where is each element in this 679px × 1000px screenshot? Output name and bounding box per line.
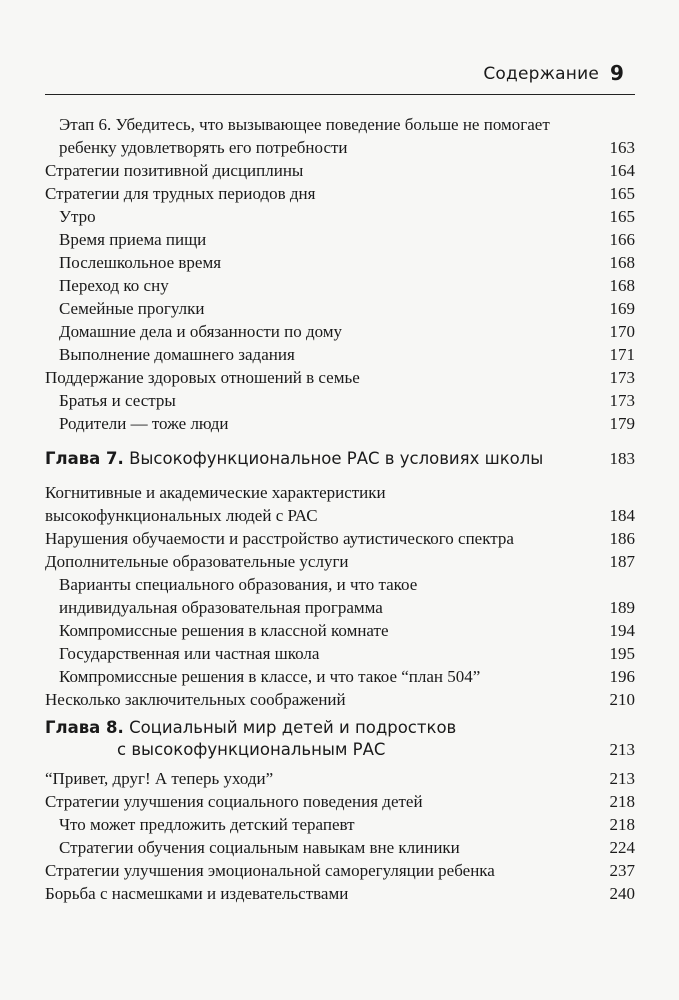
toc-entry-page: 213	[609, 769, 635, 788]
toc-entry-text: Государственная или частная школа	[59, 644, 320, 663]
toc-entry-text: Родители — тоже люди	[59, 414, 229, 433]
toc-entry-text: Стратегии улучшения социального поведения детей	[45, 792, 423, 811]
toc-entry[interactable]	[45, 790, 635, 813]
running-header-title: Содержание	[483, 64, 599, 84]
chapter-7-label: Глава 7.	[45, 449, 124, 468]
chapter-8-page: 213	[609, 740, 635, 759]
toc-entry-text: Этап 6. Убедитесь, что вызывающее поведение больше не помогает ребенку удовлетворять его потребности	[59, 115, 550, 157]
toc-entry[interactable]	[45, 412, 635, 435]
toc-block-1	[45, 113, 635, 435]
toc-entry[interactable]	[45, 182, 635, 205]
chapter-8-label: Глава 8.	[45, 718, 124, 737]
toc-entry-text: Дополнительные образовательные услуги	[45, 552, 349, 571]
chapter-8-title-line-2: с высокофункциональным РАС	[117, 740, 386, 759]
toc-entry[interactable]	[45, 320, 635, 343]
toc-entry-page: 166	[609, 230, 635, 249]
toc-entry-text: Послешкольное время	[59, 253, 222, 272]
toc-entry-page: 186	[609, 529, 635, 548]
toc-entry-page: 195	[609, 644, 635, 663]
toc-entry-page: 179	[609, 414, 635, 433]
toc-entry-text: Выполнение домашнего задания	[59, 345, 295, 364]
toc-entry-text: Стратегии позитивной дисциплины	[45, 161, 304, 180]
toc-entry-text: Стратегии улучшения эмоциональной саморегуляции ребенка	[45, 861, 495, 880]
toc-entry-page: 189	[609, 598, 635, 617]
toc-entry[interactable]	[45, 343, 635, 366]
toc-entry-page: 194	[609, 621, 635, 640]
toc-entry[interactable]	[45, 159, 635, 182]
toc-entry[interactable]	[45, 366, 635, 389]
toc-entry-text: Время приема пищи	[59, 230, 207, 249]
toc-block-3	[45, 767, 635, 905]
toc-entry-page: 173	[609, 368, 635, 387]
toc-entry[interactable]	[45, 859, 635, 882]
toc-entry-text: Стратегии обучения социальным навыкам вне клиники	[59, 838, 460, 857]
toc-entry[interactable]	[45, 251, 635, 274]
toc-entry-page: 170	[609, 322, 635, 341]
toc-entry[interactable]	[45, 619, 635, 642]
toc-entry[interactable]	[45, 297, 635, 320]
header-rule	[45, 94, 635, 95]
toc-entry-page: 196	[609, 667, 635, 686]
toc-entry-page: 173	[609, 391, 635, 410]
page-number: 9	[610, 61, 624, 85]
toc-entry-text: Компромиссные решения в классе, и что такое “план 504”	[59, 667, 481, 686]
toc-entry-text: Что может предложить детский терапевт	[59, 815, 355, 834]
chapter-7-page: 183	[609, 449, 635, 468]
toc-entry-page: 168	[609, 276, 635, 295]
toc-entry-text: Семейные прогулки	[59, 299, 205, 318]
toc-entry-text: Борьба с насмешками и издевательствами	[45, 884, 349, 903]
toc-entry[interactable]	[45, 274, 635, 297]
toc-block-2	[45, 481, 635, 711]
chapter-7-title: Высокофункциональное РАС в условиях школы	[129, 449, 544, 468]
toc-entry[interactable]	[45, 573, 635, 619]
toc-entry[interactable]	[45, 228, 635, 251]
toc-entry-text: Нарушения обучаемости и расстройство аутистического спектра	[45, 529, 514, 548]
toc-entry[interactable]	[45, 813, 635, 836]
toc-entry-text: Братья и сестры	[59, 391, 176, 410]
toc-entry-text: Переход ко сну	[59, 276, 169, 295]
toc-entry-page: 240	[609, 884, 635, 903]
toc-entry-page: 164	[609, 161, 635, 180]
toc-entry-page: 165	[609, 207, 635, 226]
toc-entry[interactable]	[45, 836, 635, 859]
toc-entry[interactable]	[45, 389, 635, 412]
toc-entry[interactable]	[45, 767, 635, 790]
toc-entry-text: Домашние дела и обязанности по дому	[59, 322, 343, 341]
toc-entry-text: Утро	[59, 207, 96, 226]
toc-entry-text: Когнитивные и академические характеристики высокофункциональных людей с РАС	[45, 483, 386, 525]
toc-entry-text: Варианты специального образования, и что такое индивидуальная образовательная программа	[59, 575, 418, 617]
toc-entry[interactable]	[45, 550, 635, 573]
toc-entry-text: Стратегии для трудных периодов дня	[45, 184, 316, 203]
toc-entry-page: 184	[609, 506, 635, 525]
toc-entry-page: 210	[609, 690, 635, 709]
toc-entry[interactable]	[45, 688, 635, 711]
toc-entry-text: Компромиссные решения в классной комнате	[59, 621, 389, 640]
toc-entry-page: 165	[609, 184, 635, 203]
toc-entry-page: 224	[609, 838, 635, 857]
toc-entry[interactable]	[45, 882, 635, 905]
chapter-7-heading[interactable]	[45, 448, 635, 470]
chapter-8-title-line-1: Социальный мир детей и подростков	[129, 718, 457, 737]
toc-entry[interactable]	[45, 665, 635, 688]
running-header	[0, 0, 679, 100]
toc-entry[interactable]	[45, 113, 635, 159]
toc-entry-page: 168	[609, 253, 635, 272]
toc-entry[interactable]	[45, 481, 635, 527]
toc-entry-page: 163	[609, 138, 635, 157]
chapter-8-heading[interactable]	[45, 717, 635, 761]
toc-entry-page: 169	[609, 299, 635, 318]
toc-entry-page: 171	[609, 345, 635, 364]
toc-entry[interactable]	[45, 642, 635, 665]
toc-entry[interactable]	[45, 205, 635, 228]
toc-entry-page: 218	[609, 792, 635, 811]
toc-entry-page: 187	[609, 552, 635, 571]
toc-entry[interactable]	[45, 527, 635, 550]
toc-entry-text: “Привет, друг! А теперь уходи”	[45, 769, 274, 788]
toc-entry-text: Несколько заключительных соображений	[45, 690, 346, 709]
toc-entry-page: 218	[609, 815, 635, 834]
toc-entry-page: 237	[609, 861, 635, 880]
toc-entry-text: Поддержание здоровых отношений в семье	[45, 368, 360, 387]
